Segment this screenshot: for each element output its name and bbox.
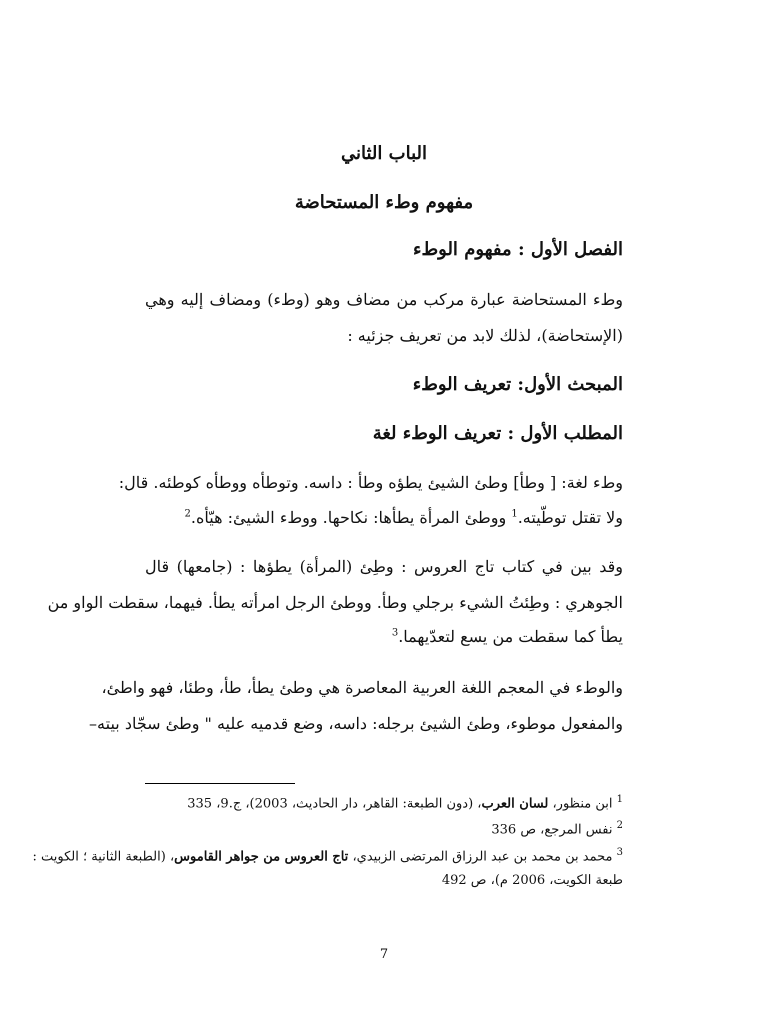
footnote-ref-1: 1 xyxy=(511,508,518,520)
footnote-number: 1 xyxy=(616,794,623,805)
paragraph3-line-1: والوطء في المعجم اللغة العربية المعاصرة هي وطئ يطأ، طأ، وطئا، فهو واطئ، xyxy=(101,678,623,697)
intro-line-2: (الإستحاضة)، لذلك لابد من تعريف جزئيه : xyxy=(347,326,623,345)
footnote-text: محمد بن محمد بن عبد الرزاق المرتضى الزبيدي، xyxy=(348,849,613,865)
paragraph2-line-2: الجوهري : وطِئتُ الشيء برجلي وطأ. ووطئ الرجل امرأته يطأ. فيهما، سقطت الواو من xyxy=(47,593,623,612)
paragraph2-text-c: يطأ كما سقطت من يسع لتعدّيهما. xyxy=(398,627,623,646)
footnote-3 xyxy=(32,847,623,865)
footnote-1 xyxy=(145,794,623,811)
footnote-ref-3: 3 xyxy=(391,627,399,639)
section-title: الفصل الأول : مفهوم الوطء xyxy=(413,239,623,260)
paragraph2-line-1: وقد بين في كتاب تاج العروس : وطِئ (المرأة) يطؤها : (جامعها) قال xyxy=(145,557,623,576)
chapter-title: الباب الثاني xyxy=(340,143,428,164)
footnote-text: ابن منظور، xyxy=(548,796,613,812)
requirement-title: المطلب الأول : تعريف الوطء لغة xyxy=(372,423,623,444)
footnote-ref-2: 2 xyxy=(184,508,191,520)
footnote-2 xyxy=(145,820,623,837)
paragraph1-text-a: ولا تقتل توطّيته. xyxy=(517,508,623,527)
subsection-title: المبحث الأول: تعريف الوطء xyxy=(412,374,623,395)
footnote-details: ، (الطبعة الثانية ؛ الكويت : xyxy=(32,849,175,865)
footnote-text: طبعة الكويت، 2006 م)، ص 492 xyxy=(441,873,623,888)
page-number: 7 xyxy=(379,947,389,962)
footnote-3-continued xyxy=(145,873,623,888)
paragraph3-line-2: والمفعول موطوء، وطئ الشيئ برجله: داسه، وضع قدميه عليه " وطئ سجّاد بيته– xyxy=(89,714,623,733)
footnote-number: 3 xyxy=(616,847,623,858)
paragraph2-line-3 xyxy=(145,627,623,646)
paragraph1-line-2 xyxy=(145,508,623,527)
footnote-details: ، (دون الطبعة: القاهر، دار الحاديث، 2003)، ج.9، 335 xyxy=(187,796,482,812)
footnote-number: 2 xyxy=(616,820,623,831)
footnote-text: نفس المرجع، ص 336 xyxy=(491,822,613,838)
footnote-book-title: لسان العرب xyxy=(481,796,549,812)
intro-line-1: وطء المستحاضة عبارة مركب من مضاف وهو (وطء) ومضاف إليه وهي xyxy=(145,290,623,309)
footnote-book-title: تاج العروس من جواهر القاموس xyxy=(174,849,349,865)
paragraph1-line-1: وطء لغة: [ وطأ] وطئ الشيئ يطؤه وطأ : داسه. وتوطأه ووطأه كوطئه. قال: xyxy=(118,473,623,492)
paragraph1-text-b: ووطئ المرأة يطأها: نكاحها. ووطء الشيئ: هيّأه. xyxy=(190,508,507,527)
chapter-subtitle: مفهوم وطء المستحاضة xyxy=(294,192,474,213)
footnote-divider xyxy=(145,783,295,784)
